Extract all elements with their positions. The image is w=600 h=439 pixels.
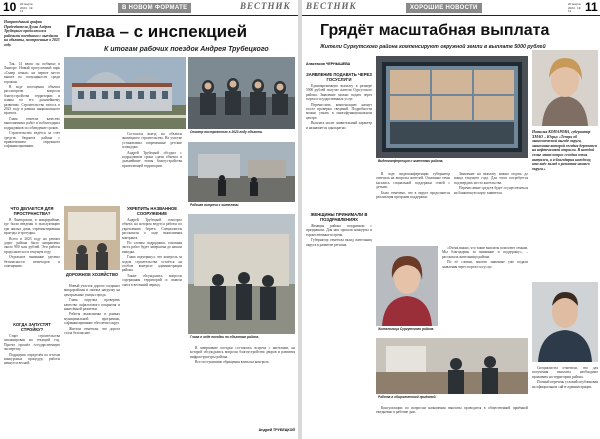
left-column-4-text: В завершение поездки состоялась встреча с жителями, на которой обсуждались вопросы благоустройства дворов и развития инфраструктуры района. Все поступившие обращения взяты на контроль.	[190, 346, 295, 365]
right-column-6-text: Специалисты отметили, что для получения выплаты необходимо проживать на территории района. Полный перечень условий опубликован на официальном сайте администрации.	[532, 366, 598, 389]
left-column-1c-text: Старт строительства запланирован на текущий год. Проект прошёл государственную экспертизу. Подрядчик определён по итогам конкурсных процедур, работы начнутся весной.	[4, 334, 60, 366]
lead-text: Напряжённый график Председателя Думы Андрея Трубецкого продолжился рабочими поездками с выездами на объекты, построенные в 2023 году.	[4, 20, 60, 47]
resident-illustration	[376, 246, 438, 326]
right-page	[302, 0, 600, 439]
official-illustration	[532, 282, 598, 362]
field-visit-illustration	[188, 214, 295, 334]
field-visit-photo	[188, 214, 295, 334]
left-rubric: В НОВОМ ФОРМАТЕ	[118, 3, 191, 13]
left-date-line: 20 марта 2024 · № 11	[20, 2, 33, 13]
right-page-number: 11	[585, 0, 598, 14]
left-subhead-2: ДОРОЖНОЕ ХОЗЯЙСТВО	[65, 272, 119, 277]
left-column-3b-text: Андрей Трубецкой осмотрел объект, на котором ведутся работы по укреплению берега. Специалисты рассказали о ходе выполнения контракта. По словам подрядчика, основная часть работ будет завершена до начала паводка. Глава подчеркнул, что контроль за ходом строительства остаётся на особом контроле администрации района. Также обсуждались вопросы содержания территорий и вывоза снега в весенний период.	[122, 218, 182, 287]
right-caption-1: Видеоконференция с жителями района.	[378, 159, 444, 163]
office-photo	[376, 338, 528, 394]
left-subheadline: К итогам рабочих поездок Андрея Трубецкого	[104, 46, 269, 53]
interior-photo	[64, 206, 120, 270]
left-column-2-text: Новый участок дороги соединил микрорайоны и снизил нагрузку на центральные улицы города. Глава поручил проверить качество асфальтового покрытия и нанесённой разметки. Работы выполнены в рамках муниципальной программы, софинансирование обеспечил округ. Жители отметили, что дорога стала безопаснее.	[64, 284, 120, 336]
meeting-photo	[188, 57, 295, 129]
left-headline: Глава – с инспекцией	[66, 22, 248, 41]
building-photo	[64, 57, 186, 129]
right-column-1b-text: Женщин района поздравили с праздником. Для них прошли концерты и торжественные встречи. Губернатор отметила вклад жительниц округа в развитие региона.	[306, 224, 372, 247]
road-photo	[188, 142, 295, 202]
right-subhead-1: ЗАЯВЛЕНИЕ ПОДАВАТЬ ЧЕРЕЗ ГОСУСЛУГИ	[306, 72, 372, 82]
right-rubric: ХОРОШИЕ НОВОСТИ	[406, 3, 482, 13]
resident-portrait	[376, 246, 438, 326]
interior-illustration	[64, 206, 120, 270]
videoconference-photo	[376, 56, 528, 158]
right-column-4-text: «Очень важно, что такие выплаты помогают семьям. Мы благодарны за внимание и поддержку», – рассказала жительница района. По её словам, многие знакомые уже подали заявления через портал госуслуг.	[442, 246, 528, 269]
office-illustration	[376, 338, 528, 394]
right-column-5-text: Консультации по вопросам назначения выплаты проводятся в общественной приёмной ежедневно в рабочие дни.	[376, 406, 528, 415]
left-subhead-4: КОГДА ЗАПУСТЯТ СТРОЙКУ?	[13, 322, 51, 332]
left-column-1-text: Так, 14 июля он побывал в Лянторе. Новый прогулочный парк «Сквер семьи» на первое место вышел по популярности среди горожан. В ходе посещения объекта рассмотрели вопросы благоустройства территории и планы по его дальнейшему развитию. Строительство велось в 2023 году в рамках национального проекта. Глава отметил качество выполненных работ и поблагодарил подрядчиков за соблюдение сроков. Строительство ведётся за счёт средств бюджета района с привлечением окружного софинансирования.	[4, 62, 60, 149]
left-column-3-text: Состоялся выезд на объекты жилищного строительства. На участке установлены современные детские площадки. Андрей Трубецкой обсудил с подрядчиком сроки сдачи объекта и дальнейшие этапы благоустройства прилегающей территории.	[122, 132, 182, 168]
right-subhead-2: ЖЕНЩИНЫ ПРИНИМАЛИ В ПОЗДРАВЛЕНИЯХ	[310, 212, 368, 222]
official-portrait	[532, 282, 598, 362]
governor-illustration	[532, 50, 598, 126]
road-illustration	[188, 142, 295, 202]
left-column-1b-text: В Лянторском, в микрорайоне, где были введены в эксплуатацию три жилых дома, отремонтированы проезды и тротуары. Всего в 2023 году на ремонт дорог района было направлено около 900 млн рублей. Эти работы продолжатся и в текущем году. Отдельное внимание уделено безопасности пешеходов и освещению.	[4, 218, 60, 269]
meeting-illustration	[188, 57, 295, 129]
right-column-3-text: Заявление на выплату можно подать до конца текущего года. Для этого потребуется подтвердить место жительства. Перечисление средств будет осуществляться на банковскую карту заявителя.	[454, 172, 528, 195]
left-subhead-1: ЧТО ДЕЛАЕТСЯ ДЛЯ ПРОСТРАНСТВА?	[10, 206, 54, 216]
governor-portrait	[532, 50, 598, 126]
left-page-number: 10	[3, 0, 17, 14]
left-author: Андрей ТРУБЕЦКОЙ	[258, 428, 295, 432]
right-column-2-text: В ходе видеоконференции губернатор ответила на вопросы жителей. Основные темы касались социальной поддержки семей с детьми. Было отмечено, что в округе продолжится реализация программ поддержки.	[376, 172, 450, 200]
left-masthead: ВЕСТНИК	[240, 1, 291, 11]
right-headline: Грядёт масштабная выплата	[320, 22, 550, 39]
right-caption-3: Работа в общественной приёмной.	[378, 395, 437, 399]
right-column-1-text: Единовременную выплату в размере 5000 рублей получат жители Сургутского района. Заявление можно подать через портал государственных услуг. Перечислить компенсацию начнут после проверки сведений. Подробности можно узнать в многофункциональном центре. Выплата носит заявительный характер и назначается однократно.	[306, 84, 372, 130]
left-page	[0, 0, 298, 439]
building-illustration	[64, 57, 186, 129]
right-masthead: ВЕСТНИК	[306, 1, 357, 11]
governor-quote: Наталья КОМАРОВА, губернатор ХМАО – Югры: «Теперь об экономической выгоде округа, экономика которой сегодня держится на нефтегазовой отрасли. В каждой семье этот вопрос сегодня очень актуален, а я благодарна каждому, кто внёс вклад в развитие нашего округа.»	[532, 130, 598, 171]
right-subheadline: Жители Сургутского района компенсируют окружной земли в выплате 5000 рублей	[320, 44, 546, 50]
right-caption-2: Жительница Сургутского района.	[378, 327, 435, 331]
right-author: Анастасия ЧЕРНЫШЕВА	[306, 62, 351, 66]
left-subhead-3: УКРЕПИТЬ НАЗВАННОЕ СООРУЖЕНИЕ	[126, 206, 178, 216]
left-caption-2: Рабочая встреча с жителями.	[190, 203, 240, 207]
left-caption-1: Осмотр построенного в 2023 году объекта.	[190, 130, 263, 134]
videoconference-illustration	[376, 56, 528, 158]
right-date-line: 20 марта 2024 · № 11	[568, 2, 581, 13]
left-caption-3: Глава в ходе поездки по объектам района.	[190, 335, 260, 339]
